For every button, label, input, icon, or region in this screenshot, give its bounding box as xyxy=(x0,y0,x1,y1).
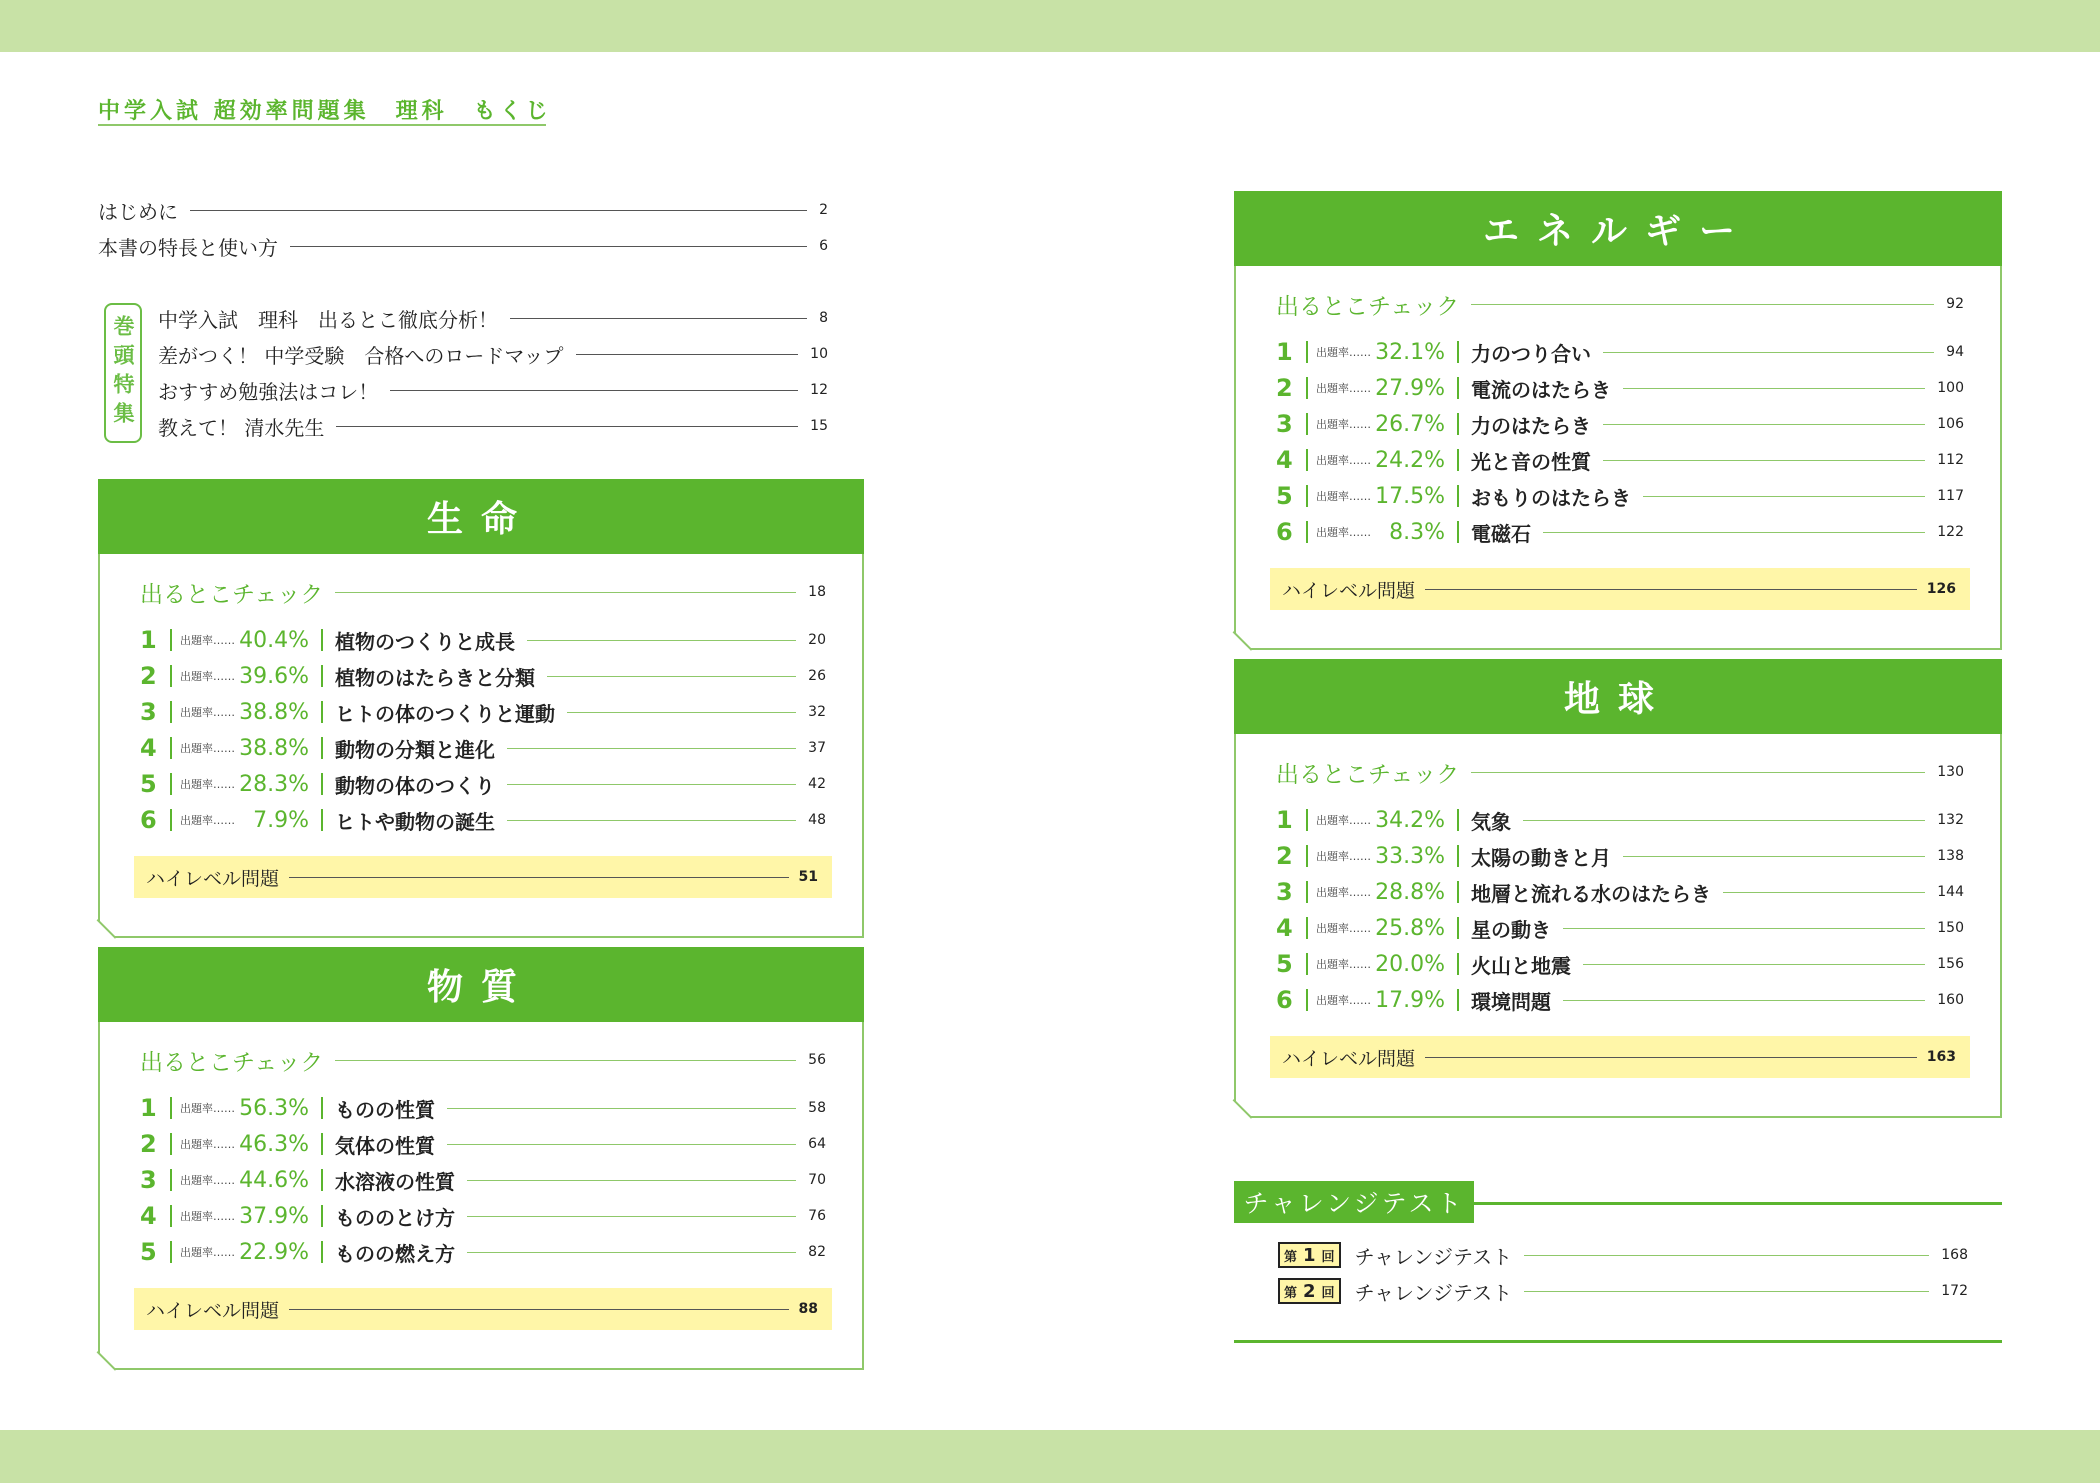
page-number: 56 xyxy=(808,1052,826,1068)
page-number: 88 xyxy=(798,1301,818,1317)
divider xyxy=(1457,845,1459,867)
page-number: 106 xyxy=(1937,416,1964,432)
divider xyxy=(321,1205,323,1227)
leader-line xyxy=(507,748,796,749)
leader-line xyxy=(335,1060,796,1061)
rate-value: 20.0% xyxy=(1375,951,1445,977)
rate-value: 7.9% xyxy=(253,807,309,833)
rate-value: 34.2% xyxy=(1375,807,1445,833)
bottom-band xyxy=(0,1430,2100,1483)
chapter-entry[interactable] xyxy=(140,694,826,730)
chapter-number: 6 xyxy=(1276,986,1293,1014)
leader-line xyxy=(1543,532,1925,533)
page-number: 144 xyxy=(1937,884,1964,900)
page-number: 82 xyxy=(808,1244,826,1260)
divider xyxy=(1306,917,1308,939)
divider xyxy=(170,665,172,687)
toc-entry-tokushu-2[interactable] xyxy=(158,336,828,372)
divider xyxy=(170,1097,172,1119)
divider xyxy=(1306,413,1308,435)
round-badge xyxy=(1278,1278,1341,1304)
leader-line xyxy=(1583,964,1925,965)
toc-entry-challenge-2[interactable] xyxy=(1278,1273,1968,1309)
chapter-label: 火山と地震 xyxy=(1471,953,1571,978)
chapter-entry[interactable] xyxy=(140,802,826,838)
check-entry[interactable] xyxy=(140,1042,826,1078)
chapter-number: 2 xyxy=(1276,374,1293,402)
rate-label: 出題率…… xyxy=(180,1138,235,1151)
leader-line xyxy=(1563,928,1925,929)
page-number: 172 xyxy=(1941,1283,1968,1299)
chapter-label: 光と音の性質 xyxy=(1471,449,1591,474)
divider xyxy=(321,1097,323,1119)
chapter-entry[interactable] xyxy=(1276,370,1964,406)
title-underline xyxy=(98,124,546,126)
divider xyxy=(1306,809,1308,831)
chapter-entry[interactable] xyxy=(140,1090,826,1126)
toc-entry-hajimeni[interactable] xyxy=(98,192,828,228)
chapter-number: 1 xyxy=(1276,338,1293,366)
chapter-label: ものの燃え方 xyxy=(335,1241,455,1266)
leader-line xyxy=(1471,772,1925,773)
highlevel-label: ハイレベル問題 xyxy=(1282,1047,1416,1070)
chapter-entry[interactable] xyxy=(140,730,826,766)
rate-label: 出題率…… xyxy=(1316,490,1371,503)
chapter-number: 5 xyxy=(140,1238,157,1266)
round-badge xyxy=(1278,1242,1341,1268)
divider xyxy=(170,1205,172,1227)
leader-line xyxy=(1523,820,1925,821)
chapter-number: 4 xyxy=(140,734,157,762)
chapter-number: 2 xyxy=(140,1130,157,1158)
leader-line xyxy=(1524,1255,1929,1256)
check-entry[interactable] xyxy=(1276,754,1964,790)
rate-label: 出題率…… xyxy=(1316,814,1371,827)
divider xyxy=(1306,989,1308,1011)
section-title: エネルギー xyxy=(1234,191,2002,266)
chapter-label: もののとけ方 xyxy=(335,1205,455,1230)
rate-label: 出題率…… xyxy=(180,1210,235,1223)
divider xyxy=(1306,953,1308,975)
chapter-label: 星の動き xyxy=(1471,917,1551,942)
chapter-label: おもりのはたらき xyxy=(1471,485,1631,510)
rate-value: 22.9% xyxy=(239,1239,309,1265)
page-number: 6 xyxy=(819,238,828,254)
divider xyxy=(1457,341,1459,363)
leader-line xyxy=(510,318,807,319)
leader-line xyxy=(467,1216,796,1217)
rate-value: 27.9% xyxy=(1375,375,1445,401)
rate-label: 出題率…… xyxy=(180,742,235,755)
page-number: 26 xyxy=(808,668,826,684)
check-label: 出るとこチェック xyxy=(140,1049,324,1076)
chapter-label: 気象 xyxy=(1471,809,1511,834)
highlevel-entry[interactable] xyxy=(134,856,832,898)
leader-line xyxy=(1563,1000,1925,1001)
chapter-entry[interactable] xyxy=(1276,982,1964,1018)
challenge-bottom-rule xyxy=(1234,1340,2002,1343)
divider xyxy=(321,773,323,795)
divider xyxy=(1457,377,1459,399)
chapter-entry[interactable] xyxy=(1276,946,1964,982)
challenge-rule xyxy=(1474,1202,2002,1205)
page-number: 163 xyxy=(1926,1049,1956,1065)
page-number: 58 xyxy=(808,1100,826,1116)
page-number: 70 xyxy=(808,1172,826,1188)
rate-label: 出題率…… xyxy=(180,670,235,683)
rate-value: 38.8% xyxy=(239,735,309,761)
chapter-number: 3 xyxy=(1276,878,1293,906)
page-number: 37 xyxy=(808,740,826,756)
check-entry[interactable] xyxy=(1276,286,1964,322)
chapter-entry[interactable] xyxy=(140,766,826,802)
leader-line xyxy=(1603,352,1934,353)
chapter-entry[interactable] xyxy=(140,1234,826,1270)
toc-entry-tokushu-1[interactable] xyxy=(158,300,828,336)
chapter-number: 5 xyxy=(140,770,157,798)
rate-value: 40.4% xyxy=(239,627,309,653)
divider xyxy=(1306,377,1308,399)
chapter-number: 4 xyxy=(140,1202,157,1230)
rate-value: 38.8% xyxy=(239,699,309,725)
rate-label: 出題率…… xyxy=(1316,346,1371,359)
entry-label: おすすめ勉強法はコレ！ xyxy=(158,379,379,404)
leader-line xyxy=(190,210,807,211)
leader-line xyxy=(507,784,796,785)
divider xyxy=(321,665,323,687)
chapter-label: ヒトや動物の誕生 xyxy=(335,809,495,834)
leader-line xyxy=(567,712,796,713)
chapter-number: 6 xyxy=(140,806,157,834)
rate-value: 33.3% xyxy=(1375,843,1445,869)
leader-line xyxy=(507,820,796,821)
chapter-number: 1 xyxy=(140,626,157,654)
leader-line xyxy=(467,1180,796,1181)
chapter-label: 植物のつくりと成長 xyxy=(335,629,515,654)
page-number: 100 xyxy=(1937,380,1964,396)
divider xyxy=(1457,449,1459,471)
chapter-label: 水溶液の性質 xyxy=(335,1169,455,1194)
chapter-number: 1 xyxy=(140,1094,157,1122)
leader-line xyxy=(576,354,799,355)
badge-num: 1 xyxy=(1303,1244,1316,1266)
page-number: 8 xyxy=(819,310,828,326)
section-chikyu xyxy=(1234,659,2002,1118)
entry-label: チャレンジテスト xyxy=(1354,1244,1513,1269)
leader-line xyxy=(290,246,807,247)
chapter-number: 2 xyxy=(1276,842,1293,870)
leader-line xyxy=(1524,1291,1929,1292)
check-label: 出るとこチェック xyxy=(1276,293,1460,320)
page-number: 132 xyxy=(1937,812,1964,828)
chapter-entry[interactable] xyxy=(140,658,826,694)
leader-line xyxy=(390,390,798,391)
divider xyxy=(1457,953,1459,975)
rate-label: 出題率…… xyxy=(180,1102,235,1115)
rate-label: 出題率…… xyxy=(1316,886,1371,899)
page-number: 15 xyxy=(810,418,828,434)
toc-entry-tokushu-3[interactable] xyxy=(158,372,828,408)
chapter-entry[interactable] xyxy=(1276,910,1964,946)
chapter-number: 4 xyxy=(1276,446,1293,474)
leader-line xyxy=(467,1252,796,1253)
chapter-entry[interactable] xyxy=(1276,838,1964,874)
badge-kai: 回 xyxy=(1321,1285,1335,1301)
chapter-number: 2 xyxy=(140,662,157,690)
rate-label: 出題率…… xyxy=(1316,922,1371,935)
rate-value: 8.3% xyxy=(1389,519,1445,545)
leader-line xyxy=(1723,892,1925,893)
divider xyxy=(321,629,323,651)
divider xyxy=(1306,449,1308,471)
leader-line xyxy=(1425,1057,1917,1058)
divider xyxy=(170,1241,172,1263)
badge-kai: 回 xyxy=(1321,1249,1335,1265)
divider xyxy=(170,773,172,795)
chapter-entry[interactable] xyxy=(1276,406,1964,442)
page-number: 51 xyxy=(798,869,818,885)
rate-value: 39.6% xyxy=(239,663,309,689)
section-title: 地球 xyxy=(1234,659,2002,734)
section-title: 生命 xyxy=(98,479,864,554)
leader-line xyxy=(1623,388,1925,389)
rate-value: 37.9% xyxy=(239,1203,309,1229)
chapter-label: 気体の性質 xyxy=(335,1133,435,1158)
chapter-number: 5 xyxy=(1276,482,1293,510)
chapter-number: 3 xyxy=(140,698,157,726)
leader-line xyxy=(547,676,796,677)
chapter-entry[interactable] xyxy=(140,622,826,658)
rate-value: 28.3% xyxy=(239,771,309,797)
divider xyxy=(1457,485,1459,507)
divider xyxy=(321,809,323,831)
section-busshitsu xyxy=(98,947,864,1370)
divider xyxy=(170,701,172,723)
divider xyxy=(1457,413,1459,435)
chapter-label: 力のつり合い xyxy=(1471,341,1591,366)
rate-label: 出題率…… xyxy=(180,706,235,719)
leader-line xyxy=(447,1144,796,1145)
divider xyxy=(170,737,172,759)
page-number: 20 xyxy=(808,632,826,648)
rate-label: 出題率…… xyxy=(1316,850,1371,863)
divider xyxy=(1457,881,1459,903)
divider xyxy=(170,1133,172,1155)
page-number: 10 xyxy=(810,346,828,362)
leader-line xyxy=(1603,424,1925,425)
page-number: 156 xyxy=(1937,956,1964,972)
chapter-label: 動物の体のつくり xyxy=(335,773,495,798)
chapter-label: 電磁石 xyxy=(1471,521,1531,546)
rate-value: 32.1% xyxy=(1375,339,1445,365)
leader-line xyxy=(1623,856,1925,857)
check-entry[interactable] xyxy=(140,574,826,610)
badge-dai: 第 xyxy=(1284,1285,1298,1301)
rate-value: 25.8% xyxy=(1375,915,1445,941)
chapter-label: 電流のはたらき xyxy=(1471,377,1611,402)
chapter-number: 4 xyxy=(1276,914,1293,942)
rate-label: 出題率…… xyxy=(180,634,235,647)
leader-line xyxy=(289,1309,789,1310)
entry-label: チャレンジテスト xyxy=(1354,1280,1513,1305)
section-title: 物質 xyxy=(98,947,864,1022)
chapter-label: ものの性質 xyxy=(335,1097,435,1122)
divider xyxy=(170,809,172,831)
chapter-entry[interactable] xyxy=(1276,514,1964,550)
rate-label: 出題率…… xyxy=(1316,418,1371,431)
rate-label: 出題率…… xyxy=(1316,382,1371,395)
toc-entry-challenge-1[interactable] xyxy=(1278,1237,1968,1273)
page-number: 94 xyxy=(1946,344,1964,360)
page-number: 2 xyxy=(819,202,828,218)
rate-label: 出題率…… xyxy=(180,1246,235,1259)
page-number: 122 xyxy=(1937,524,1964,540)
entry-label: 本書の特長と使い方 xyxy=(98,235,278,260)
chapter-label: 動物の分類と進化 xyxy=(335,737,495,762)
top-band xyxy=(0,0,2100,52)
page-number: 168 xyxy=(1941,1247,1968,1263)
chapter-entry[interactable] xyxy=(140,1126,826,1162)
entry-label: はじめに xyxy=(98,199,178,224)
divider xyxy=(1306,881,1308,903)
divider xyxy=(321,1169,323,1191)
rate-label: 出題率…… xyxy=(1316,454,1371,467)
chapter-label: 力のはたらき xyxy=(1471,413,1591,438)
chapter-label: 地層と流れる水のはたらき xyxy=(1471,881,1711,906)
chapter-entry[interactable] xyxy=(140,1198,826,1234)
divider xyxy=(1457,989,1459,1011)
challenge-header: チャレンジテスト xyxy=(1234,1181,1474,1223)
highlevel-entry[interactable] xyxy=(134,1288,832,1330)
rate-value: 46.3% xyxy=(239,1131,309,1157)
leader-line xyxy=(1643,496,1925,497)
rate-label: 出題率…… xyxy=(1316,526,1371,539)
chapter-label: 太陽の動きと月 xyxy=(1471,845,1611,870)
chapter-entry[interactable] xyxy=(1276,874,1964,910)
page-number: 92 xyxy=(1946,296,1964,312)
rate-label: 出題率…… xyxy=(180,1174,235,1187)
tokushu-label: 巻頭特集 xyxy=(111,315,135,431)
page-number: 32 xyxy=(808,704,826,720)
toc-entry-tokushu-4[interactable] xyxy=(158,408,828,444)
rate-label: 出題率…… xyxy=(180,778,235,791)
rate-value: 44.6% xyxy=(239,1167,309,1193)
rate-label: 出題率…… xyxy=(180,814,235,827)
divider xyxy=(321,737,323,759)
entry-label: 差がつく！ 中学受験 合格へのロードマップ xyxy=(158,343,564,368)
page-number: 12 xyxy=(810,382,828,398)
chapter-entry[interactable] xyxy=(1276,334,1964,370)
highlevel-entry[interactable] xyxy=(1270,568,1970,610)
rate-value: 56.3% xyxy=(239,1095,309,1121)
divider xyxy=(1457,521,1459,543)
divider xyxy=(1306,485,1308,507)
toc-entry-features[interactable] xyxy=(98,228,828,264)
divider xyxy=(1457,809,1459,831)
tokushu-label-box xyxy=(104,303,142,443)
chapter-number: 5 xyxy=(1276,950,1293,978)
page-number: 18 xyxy=(808,584,826,600)
page-number: 126 xyxy=(1926,581,1956,597)
chapter-number: 3 xyxy=(140,1166,157,1194)
badge-dai: 第 xyxy=(1284,1249,1298,1265)
highlevel-entry[interactable] xyxy=(1270,1036,1970,1078)
page-number: 160 xyxy=(1937,992,1964,1008)
divider xyxy=(1306,521,1308,543)
entry-label: 教えて！ 清水先生 xyxy=(158,415,325,440)
rate-value: 24.2% xyxy=(1375,447,1445,473)
page-number: 138 xyxy=(1937,848,1964,864)
leader-line xyxy=(447,1108,796,1109)
section-energy xyxy=(1234,191,2002,650)
chapter-label: 植物のはたらきと分類 xyxy=(335,665,535,690)
page-number: 130 xyxy=(1937,764,1964,780)
entry-label: 中学入試 理科 出るとこ徹底分析！ xyxy=(158,307,498,332)
section-seimei xyxy=(98,479,864,938)
divider xyxy=(1306,845,1308,867)
chapter-number: 6 xyxy=(1276,518,1293,546)
divider xyxy=(321,701,323,723)
chapter-entry[interactable] xyxy=(1276,478,1964,514)
chapter-label: 環境問題 xyxy=(1471,989,1551,1014)
check-label: 出るとこチェック xyxy=(140,581,324,608)
divider xyxy=(170,1169,172,1191)
leader-line xyxy=(1471,304,1934,305)
badge-num: 2 xyxy=(1303,1280,1316,1302)
divider xyxy=(1306,341,1308,363)
rate-value: 17.5% xyxy=(1375,483,1445,509)
leader-line xyxy=(527,640,796,641)
rate-value: 28.8% xyxy=(1375,879,1445,905)
divider xyxy=(321,1241,323,1263)
rate-value: 17.9% xyxy=(1375,987,1445,1013)
chapter-number: 1 xyxy=(1276,806,1293,834)
leader-line xyxy=(1603,460,1925,461)
page-number: 76 xyxy=(808,1208,826,1224)
page-number: 117 xyxy=(1937,488,1964,504)
page-title: 中学入試 超効率問題集 理科 もくじ xyxy=(98,99,552,124)
leader-line xyxy=(1425,589,1917,590)
highlevel-label: ハイレベル問題 xyxy=(1282,579,1416,602)
page-number: 42 xyxy=(808,776,826,792)
page-number: 150 xyxy=(1937,920,1964,936)
rate-value: 26.7% xyxy=(1375,411,1445,437)
highlevel-label: ハイレベル問題 xyxy=(146,1299,280,1322)
chapter-number: 3 xyxy=(1276,410,1293,438)
page-number: 112 xyxy=(1937,452,1964,468)
divider xyxy=(321,1133,323,1155)
highlevel-label: ハイレベル問題 xyxy=(146,867,280,890)
page-number: 64 xyxy=(808,1136,826,1152)
chapter-entry[interactable] xyxy=(1276,802,1964,838)
chapter-label: ヒトの体のつくりと運動 xyxy=(335,701,555,726)
rate-label: 出題率…… xyxy=(1316,958,1371,971)
rate-label: 出題率…… xyxy=(1316,994,1371,1007)
chapter-entry[interactable] xyxy=(1276,442,1964,478)
leader-line xyxy=(336,426,798,427)
leader-line xyxy=(289,877,789,878)
divider xyxy=(1457,917,1459,939)
page-number: 48 xyxy=(808,812,826,828)
chapter-entry[interactable] xyxy=(140,1162,826,1198)
leader-line xyxy=(335,592,796,593)
divider xyxy=(170,629,172,651)
check-label: 出るとこチェック xyxy=(1276,761,1460,788)
